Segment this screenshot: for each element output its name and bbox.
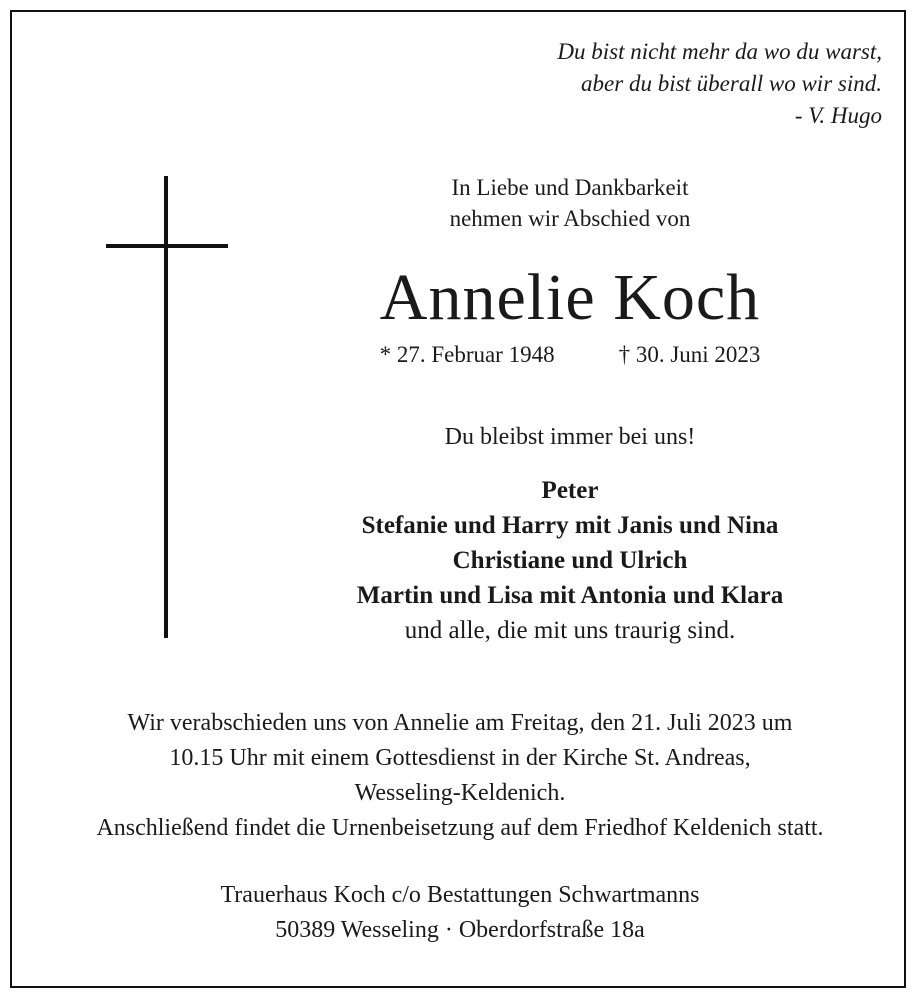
service-line: Anschließend findet die Urnenbeisetzung auf dem Friedhof Keldenich statt. xyxy=(96,815,824,841)
birth-date: * 27. Februar 1948 xyxy=(379,342,555,367)
mourners-closing: und alle, die mit uns traurig sind. xyxy=(404,617,736,644)
life-dates xyxy=(290,340,850,370)
intro-line-1: In Liebe und Dankbarkeit xyxy=(451,175,689,200)
intro-text xyxy=(290,172,850,234)
mourning-address xyxy=(20,878,900,948)
service-line: Wir verabschieden uns von Annelie am Freitag, den 21. Juli 2023 um xyxy=(127,710,793,736)
cross-icon-bar xyxy=(106,244,228,248)
deceased-name: Annelie Koch xyxy=(379,261,761,334)
mourner-name: Peter xyxy=(541,477,599,504)
mourner-name: Stefanie und Harry mit Janis und Nina xyxy=(361,512,779,539)
mourner-name: Martin und Lisa mit Antonia und Klara xyxy=(356,582,784,609)
service-info xyxy=(20,706,900,846)
remembrance-line: Du bleibst immer bei uns! xyxy=(444,424,696,450)
quote-author: - V. Hugo xyxy=(794,103,882,128)
quote-block xyxy=(557,36,882,132)
quote-line-1: Du bist nicht mehr da wo du warst, xyxy=(557,39,882,64)
death-date: † 30. Juni 2023 xyxy=(618,342,761,367)
mourners-list xyxy=(290,473,850,648)
intro-line-2: nehmen wir Abschied von xyxy=(449,206,691,231)
address-line-2: 50389 Wesseling · Oberdorfstraße 18a xyxy=(275,917,645,943)
service-line: 10.15 Uhr mit einem Gottesdienst in der Kirche St. Andreas, xyxy=(169,745,751,771)
service-line: Wesseling-Keldenich. xyxy=(354,780,566,806)
address-line-1: Trauerhaus Koch c/o Bestattungen Schwartmanns xyxy=(220,882,700,908)
mourner-name: Christiane und Ulrich xyxy=(452,547,688,574)
quote-line-2: aber du bist überall wo wir sind. xyxy=(581,71,882,96)
